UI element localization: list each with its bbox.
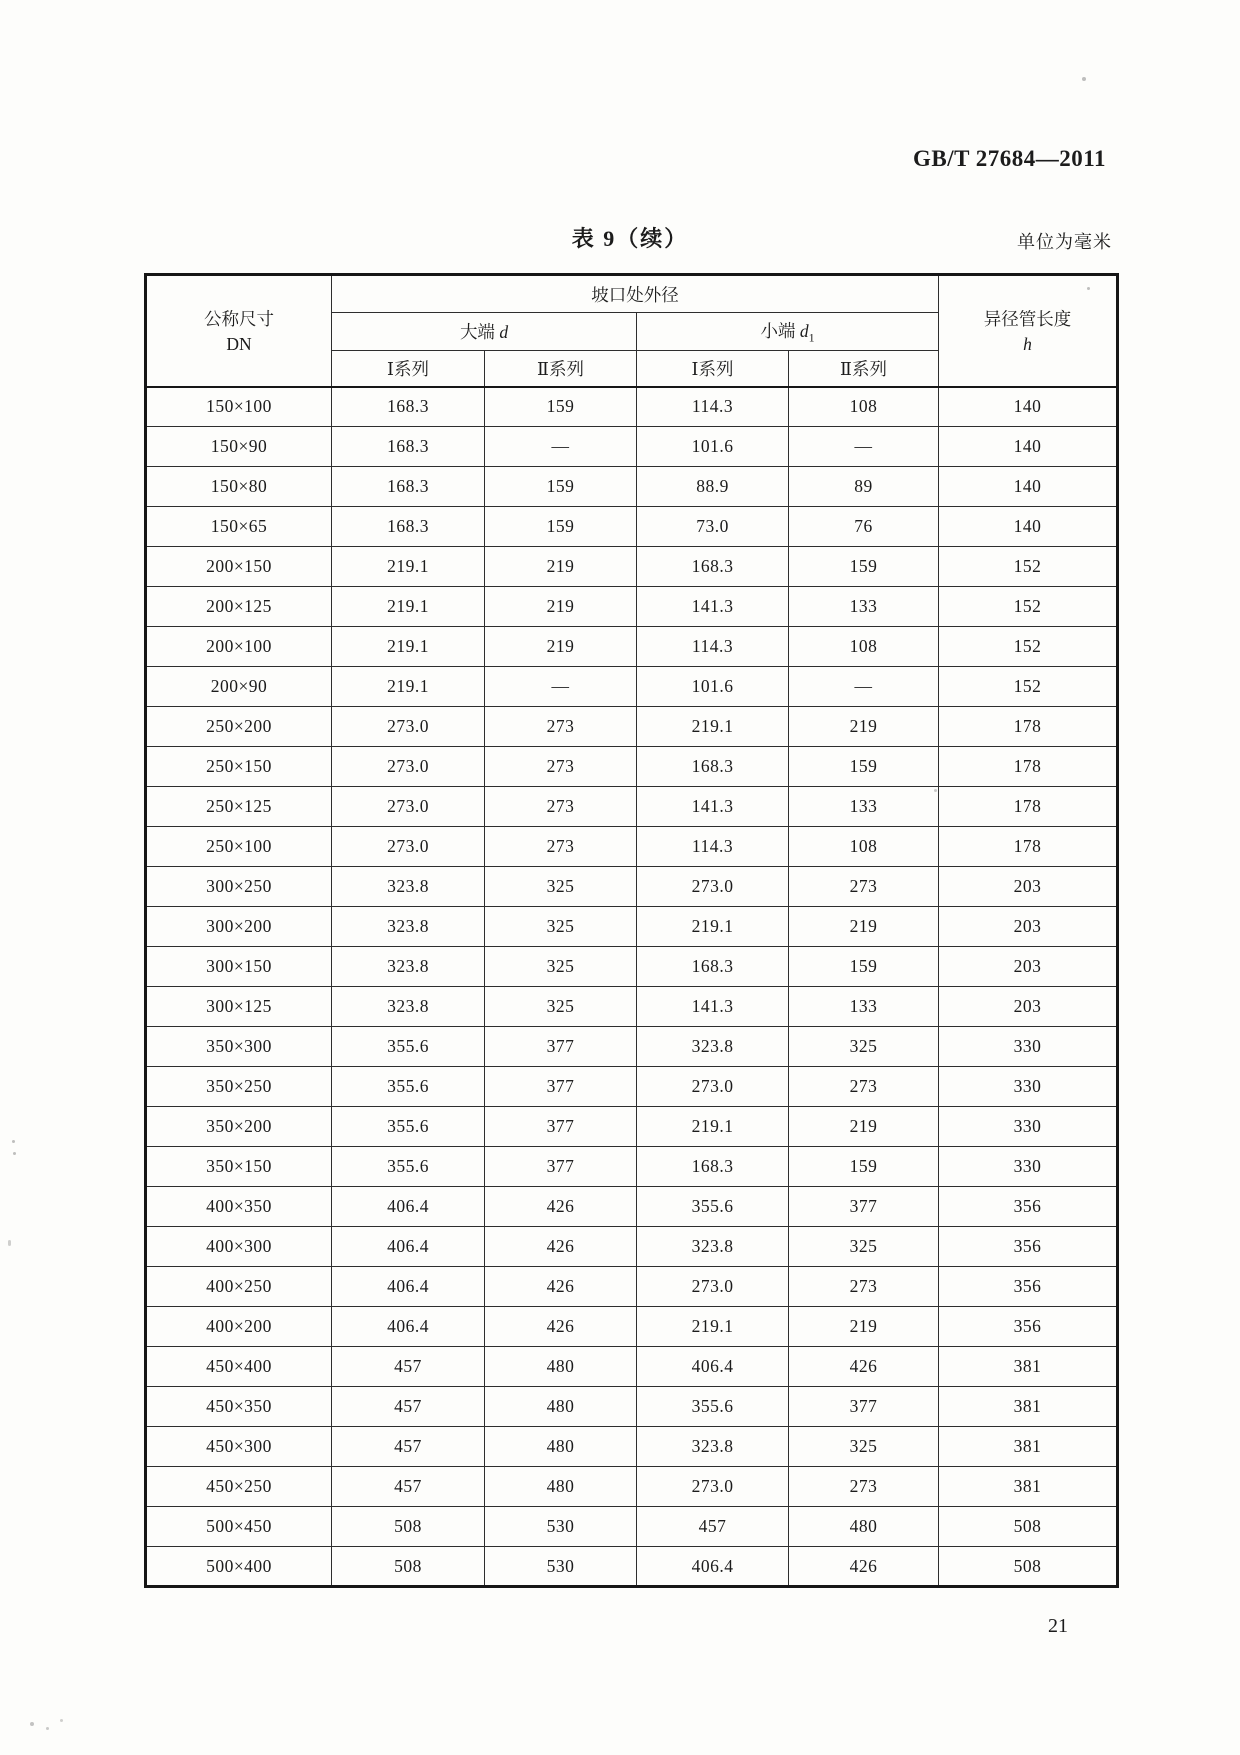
cell-length-h: 203 <box>939 907 1118 947</box>
cell-dn: 200×150 <box>146 547 332 587</box>
cell-big-end-series-ii: — <box>485 667 637 707</box>
cell-small-end-series-i: 323.8 <box>637 1027 789 1067</box>
cell-length-h: 152 <box>939 547 1118 587</box>
cell-small-end-series-ii: — <box>789 667 939 707</box>
cell-small-end-series-i: 168.3 <box>637 947 789 987</box>
cell-big-end-series-ii: 480 <box>485 1427 637 1467</box>
cell-dn: 400×250 <box>146 1267 332 1307</box>
cell-big-end-series-i: 273.0 <box>332 747 485 787</box>
cell-small-end-series-ii: 133 <box>789 587 939 627</box>
header-nominal-size-title: 公称尺寸 <box>204 309 274 330</box>
cell-dn: 150×100 <box>146 387 332 427</box>
cell-dn: 250×125 <box>146 787 332 827</box>
cell-big-end-series-i: 457 <box>332 1467 485 1507</box>
table-row <box>146 1547 1118 1587</box>
cell-small-end-series-ii: 219 <box>789 1107 939 1147</box>
header-small-end-symbol: d <box>799 320 809 341</box>
cell-big-end-series-i: 168.3 <box>332 427 485 467</box>
cell-big-end-series-i: 355.6 <box>332 1067 485 1107</box>
cell-dn: 350×150 <box>146 1147 332 1187</box>
cell-small-end-series-ii: 219 <box>789 1307 939 1347</box>
scan-speck <box>934 789 937 792</box>
cell-big-end-series-ii: 219 <box>485 547 637 587</box>
cell-small-end-series-ii: 108 <box>789 827 939 867</box>
cell-big-end-series-ii: 325 <box>485 947 637 987</box>
cell-small-end-series-ii: 273 <box>789 1267 939 1307</box>
cell-small-end-series-ii: 273 <box>789 1067 939 1107</box>
cell-big-end-series-i: 508 <box>332 1507 485 1547</box>
cell-dn: 450×300 <box>146 1427 332 1467</box>
table-row <box>146 787 1118 827</box>
cell-length-h: 330 <box>939 1067 1118 1107</box>
cell-big-end-series-i: 323.8 <box>332 987 485 1027</box>
table-row <box>146 1067 1118 1107</box>
cell-dn: 200×125 <box>146 587 332 627</box>
cell-small-end-series-i: 114.3 <box>637 827 789 867</box>
table-row <box>146 1387 1118 1427</box>
table-row <box>146 1187 1118 1227</box>
cell-small-end-series-ii: 377 <box>789 1387 939 1427</box>
cell-big-end-series-i: 406.4 <box>332 1227 485 1267</box>
cell-dn: 150×65 <box>146 507 332 547</box>
cell-big-end-series-ii: 159 <box>485 467 637 507</box>
cell-big-end-series-ii: 325 <box>485 867 637 907</box>
header-groove-outer-diameter: 坡口处外径 <box>332 275 939 313</box>
cell-length-h: 381 <box>939 1347 1118 1387</box>
scan-speck <box>1087 287 1090 290</box>
cell-big-end-series-ii: 219 <box>485 587 637 627</box>
cell-small-end-series-i: 141.3 <box>637 987 789 1027</box>
cell-big-end-series-i: 406.4 <box>332 1267 485 1307</box>
scan-speck <box>8 1240 11 1246</box>
cell-small-end-series-i: 273.0 <box>637 1267 789 1307</box>
table-row <box>146 867 1118 907</box>
cell-small-end-series-i: 273.0 <box>637 1067 789 1107</box>
cell-small-end-series-i: 168.3 <box>637 1147 789 1187</box>
cell-small-end-series-ii: 219 <box>789 907 939 947</box>
table-row <box>146 1427 1118 1467</box>
cell-small-end-series-ii: 108 <box>789 627 939 667</box>
cell-big-end-series-i: 323.8 <box>332 907 485 947</box>
page-number: 21 <box>1048 1615 1068 1637</box>
table-row <box>146 1307 1118 1347</box>
cell-small-end-series-ii: 325 <box>789 1427 939 1467</box>
cell-length-h: 140 <box>939 427 1118 467</box>
cell-small-end-series-ii: 273 <box>789 867 939 907</box>
cell-big-end-series-ii: 530 <box>485 1507 637 1547</box>
cell-dn: 450×250 <box>146 1467 332 1507</box>
cell-dn: 300×250 <box>146 867 332 907</box>
cell-length-h: 140 <box>939 387 1118 427</box>
cell-dn: 150×80 <box>146 467 332 507</box>
cell-small-end-series-ii: 325 <box>789 1027 939 1067</box>
cell-length-h: 203 <box>939 987 1118 1027</box>
table-row <box>146 1467 1118 1507</box>
cell-small-end-series-ii: 159 <box>789 1147 939 1187</box>
table-row <box>146 1227 1118 1267</box>
cell-big-end-series-i: 168.3 <box>332 467 485 507</box>
cell-small-end-series-i: 114.3 <box>637 387 789 427</box>
header-big-end <box>332 313 637 351</box>
cell-small-end-series-i: 323.8 <box>637 1227 789 1267</box>
cell-big-end-series-i: 457 <box>332 1387 485 1427</box>
cell-big-end-series-ii: 273 <box>485 707 637 747</box>
cell-small-end-series-i: 219.1 <box>637 1307 789 1347</box>
cell-big-end-series-ii: 219 <box>485 627 637 667</box>
table-row <box>146 1507 1118 1547</box>
scan-speck <box>12 1140 15 1143</box>
header-reducer-length-symbol: h <box>1023 334 1032 355</box>
scan-speck <box>60 1719 63 1722</box>
cell-big-end-series-ii: 377 <box>485 1067 637 1107</box>
table-row <box>146 827 1118 867</box>
cell-length-h: 508 <box>939 1507 1118 1547</box>
cell-small-end-series-i: 168.3 <box>637 747 789 787</box>
cell-big-end-series-i: 355.6 <box>332 1027 485 1067</box>
cell-length-h: 356 <box>939 1267 1118 1307</box>
cell-small-end-series-ii: 89 <box>789 467 939 507</box>
cell-big-end-series-ii: 273 <box>485 747 637 787</box>
table-row <box>146 667 1118 707</box>
cell-small-end-series-i: 141.3 <box>637 587 789 627</box>
cell-dn: 300×150 <box>146 947 332 987</box>
cell-big-end-series-i: 355.6 <box>332 1107 485 1147</box>
table-row <box>146 1107 1118 1147</box>
cell-small-end-series-ii: 159 <box>789 547 939 587</box>
cell-dn: 200×100 <box>146 627 332 667</box>
cell-small-end-series-i: 219.1 <box>637 1107 789 1147</box>
cell-length-h: 356 <box>939 1307 1118 1347</box>
table-row <box>146 1147 1118 1187</box>
table-row <box>146 1347 1118 1387</box>
table-body <box>146 387 1118 1587</box>
cell-big-end-series-ii: 426 <box>485 1227 637 1267</box>
scan-speck <box>30 1722 34 1726</box>
table-row <box>146 947 1118 987</box>
standard-number: GB/T 27684—2011 <box>913 146 1107 171</box>
header-reducer-length <box>939 275 1118 387</box>
cell-dn: 450×400 <box>146 1347 332 1387</box>
cell-big-end-series-i: 406.4 <box>332 1187 485 1227</box>
cell-small-end-series-i: 219.1 <box>637 907 789 947</box>
cell-length-h: 178 <box>939 827 1118 867</box>
header-big-end-series-ii: Ⅱ系列 <box>485 351 637 387</box>
cell-length-h: 381 <box>939 1387 1118 1427</box>
cell-big-end-series-i: 457 <box>332 1347 485 1387</box>
table-row <box>146 587 1118 627</box>
cell-small-end-series-ii: 480 <box>789 1507 939 1547</box>
cell-big-end-series-ii: 426 <box>485 1307 637 1347</box>
cell-big-end-series-ii: — <box>485 427 637 467</box>
table-row <box>146 507 1118 547</box>
cell-big-end-series-i: 273.0 <box>332 787 485 827</box>
cell-dn: 500×450 <box>146 1507 332 1547</box>
cell-length-h: 381 <box>939 1467 1118 1507</box>
cell-small-end-series-ii: 76 <box>789 507 939 547</box>
table-row <box>146 1267 1118 1307</box>
cell-small-end-series-i: 101.6 <box>637 667 789 707</box>
cell-small-end-series-ii: 133 <box>789 787 939 827</box>
header-nominal-size-symbol: DN <box>226 334 252 355</box>
cell-small-end-series-ii: 108 <box>789 387 939 427</box>
cell-small-end-series-i: 323.8 <box>637 1427 789 1467</box>
cell-dn: 400×200 <box>146 1307 332 1347</box>
cell-big-end-series-i: 323.8 <box>332 867 485 907</box>
cell-dn: 500×400 <box>146 1547 332 1587</box>
table-row <box>146 1027 1118 1067</box>
cell-dn: 250×150 <box>146 747 332 787</box>
cell-big-end-series-i: 168.3 <box>332 387 485 427</box>
reducer-dimension-table <box>144 273 1119 1588</box>
header-small-end-label: 小端 <box>760 320 796 341</box>
cell-small-end-series-ii: — <box>789 427 939 467</box>
cell-small-end-series-ii: 325 <box>789 1227 939 1267</box>
cell-small-end-series-ii: 377 <box>789 1187 939 1227</box>
table-row <box>146 467 1118 507</box>
cell-big-end-series-ii: 426 <box>485 1187 637 1227</box>
table-row <box>146 747 1118 787</box>
cell-dn: 350×300 <box>146 1027 332 1067</box>
cell-length-h: 140 <box>939 467 1118 507</box>
cell-big-end-series-ii: 480 <box>485 1387 637 1427</box>
scan-speck <box>1082 77 1086 81</box>
header-big-end-symbol: d <box>499 322 509 342</box>
cell-big-end-series-i: 273.0 <box>332 827 485 867</box>
table-row <box>146 547 1118 587</box>
cell-small-end-series-i: 273.0 <box>637 867 789 907</box>
cell-big-end-series-i: 457 <box>332 1427 485 1467</box>
cell-length-h: 178 <box>939 747 1118 787</box>
cell-big-end-series-ii: 325 <box>485 907 637 947</box>
cell-big-end-series-i: 355.6 <box>332 1147 485 1187</box>
unit-note: 单位为毫米 <box>1017 232 1112 252</box>
cell-big-end-series-i: 273.0 <box>332 707 485 747</box>
cell-small-end-series-i: 219.1 <box>637 707 789 747</box>
cell-length-h: 381 <box>939 1427 1118 1467</box>
cell-length-h: 203 <box>939 947 1118 987</box>
cell-big-end-series-i: 219.1 <box>332 547 485 587</box>
header-nominal-size <box>146 275 332 387</box>
cell-dn: 400×350 <box>146 1187 332 1227</box>
cell-small-end-series-i: 114.3 <box>637 627 789 667</box>
cell-dn: 200×90 <box>146 667 332 707</box>
cell-small-end-series-i: 141.3 <box>637 787 789 827</box>
table-row <box>146 387 1118 427</box>
table-row <box>146 707 1118 747</box>
table-row <box>146 627 1118 667</box>
cell-big-end-series-ii: 377 <box>485 1107 637 1147</box>
cell-small-end-series-i: 406.4 <box>637 1347 789 1387</box>
cell-big-end-series-i: 219.1 <box>332 667 485 707</box>
header-big-end-label: 大端 <box>459 322 495 342</box>
cell-big-end-series-ii: 480 <box>485 1347 637 1387</box>
cell-small-end-series-ii: 426 <box>789 1347 939 1387</box>
cell-small-end-series-ii: 159 <box>789 947 939 987</box>
cell-dn: 350×200 <box>146 1107 332 1147</box>
header-big-end-series-i: Ⅰ系列 <box>332 351 485 387</box>
table-row <box>146 427 1118 467</box>
cell-small-end-series-ii: 426 <box>789 1547 939 1587</box>
cell-small-end-series-i: 168.3 <box>637 547 789 587</box>
cell-big-end-series-ii: 159 <box>485 387 637 427</box>
cell-dn: 350×250 <box>146 1067 332 1107</box>
cell-length-h: 356 <box>939 1227 1118 1267</box>
scan-speck <box>46 1727 49 1730</box>
cell-length-h: 330 <box>939 1027 1118 1067</box>
table-row <box>146 987 1118 1027</box>
cell-big-end-series-ii: 273 <box>485 827 637 867</box>
header-small-end <box>637 313 939 351</box>
cell-big-end-series-ii: 377 <box>485 1027 637 1067</box>
cell-small-end-series-ii: 133 <box>789 987 939 1027</box>
cell-length-h: 356 <box>939 1187 1118 1227</box>
header-small-end-series-ii: Ⅱ系列 <box>789 351 939 387</box>
cell-dn: 250×200 <box>146 707 332 747</box>
cell-big-end-series-i: 323.8 <box>332 947 485 987</box>
cell-small-end-series-i: 457 <box>637 1507 789 1547</box>
cell-length-h: 152 <box>939 587 1118 627</box>
cell-small-end-series-i: 406.4 <box>637 1547 789 1587</box>
table-row <box>146 907 1118 947</box>
cell-length-h: 140 <box>939 507 1118 547</box>
cell-dn: 450×350 <box>146 1387 332 1427</box>
cell-small-end-series-i: 273.0 <box>637 1467 789 1507</box>
cell-length-h: 178 <box>939 787 1118 827</box>
cell-big-end-series-ii: 480 <box>485 1467 637 1507</box>
cell-length-h: 203 <box>939 867 1118 907</box>
cell-small-end-series-i: 73.0 <box>637 507 789 547</box>
header-reducer-length-title: 异径管长度 <box>983 309 1072 330</box>
cell-small-end-series-i: 88.9 <box>637 467 789 507</box>
cell-dn: 150×90 <box>146 427 332 467</box>
cell-length-h: 508 <box>939 1547 1118 1587</box>
cell-dn: 300×200 <box>146 907 332 947</box>
scan-speck <box>13 1152 16 1155</box>
cell-small-end-series-ii: 159 <box>789 747 939 787</box>
cell-length-h: 330 <box>939 1107 1118 1147</box>
cell-big-end-series-ii: 530 <box>485 1547 637 1587</box>
cell-big-end-series-i: 219.1 <box>332 627 485 667</box>
cell-small-end-series-ii: 273 <box>789 1467 939 1507</box>
cell-length-h: 178 <box>939 707 1118 747</box>
cell-dn: 400×300 <box>146 1227 332 1267</box>
cell-small-end-series-i: 101.6 <box>637 427 789 467</box>
cell-small-end-series-i: 355.6 <box>637 1387 789 1427</box>
table-caption: 表 9（续） <box>571 226 689 251</box>
header-small-end-series-i: Ⅰ系列 <box>637 351 789 387</box>
cell-big-end-series-ii: 325 <box>485 987 637 1027</box>
cell-big-end-series-ii: 377 <box>485 1147 637 1187</box>
cell-dn: 300×125 <box>146 987 332 1027</box>
cell-big-end-series-i: 219.1 <box>332 587 485 627</box>
cell-length-h: 152 <box>939 627 1118 667</box>
cell-small-end-series-i: 355.6 <box>637 1187 789 1227</box>
cell-big-end-series-i: 508 <box>332 1547 485 1587</box>
cell-big-end-series-ii: 273 <box>485 787 637 827</box>
cell-big-end-series-i: 168.3 <box>332 507 485 547</box>
header-small-end-symbol-sub: 1 <box>808 330 815 345</box>
cell-small-end-series-ii: 219 <box>789 707 939 747</box>
cell-big-end-series-ii: 426 <box>485 1267 637 1307</box>
cell-big-end-series-i: 406.4 <box>332 1307 485 1347</box>
cell-big-end-series-ii: 159 <box>485 507 637 547</box>
cell-length-h: 330 <box>939 1147 1118 1187</box>
cell-length-h: 152 <box>939 667 1118 707</box>
cell-dn: 250×100 <box>146 827 332 867</box>
